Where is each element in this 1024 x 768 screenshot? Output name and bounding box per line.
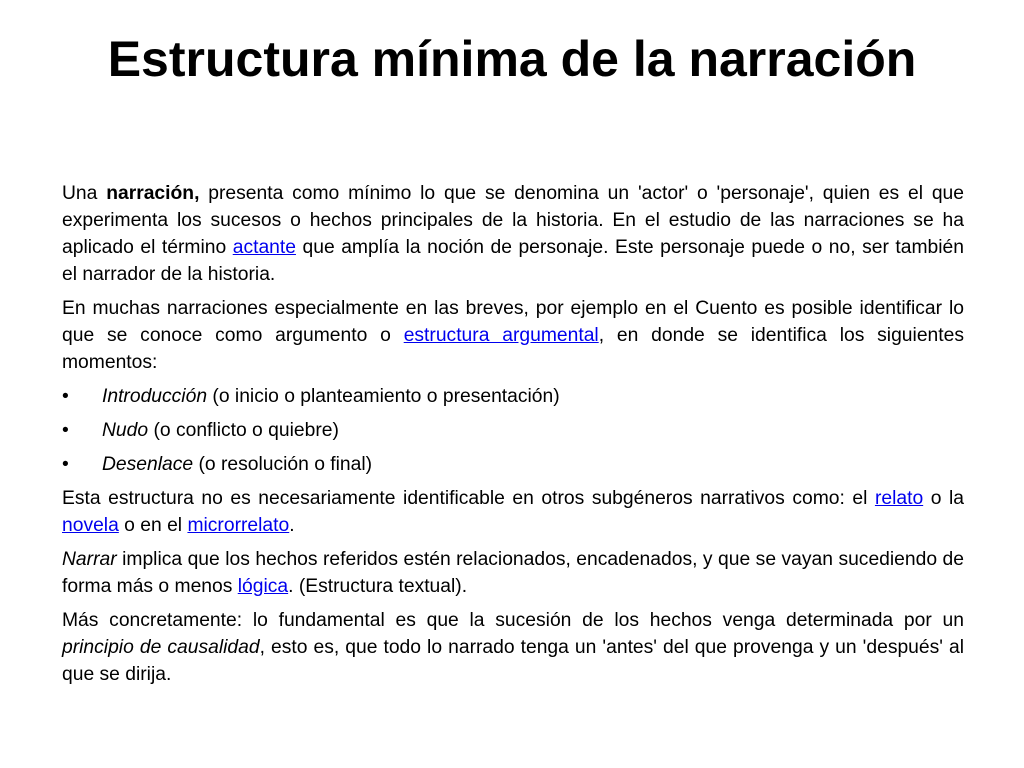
list-item xyxy=(62,451,964,478)
text: , esto es, que todo lo narrado tenga un 'antes' del que provenga y un 'después' al que se dirija. xyxy=(62,637,965,685)
bullet-icon: • xyxy=(62,386,69,407)
text: Esta estructura no es necesariamente identificable en otros subgéneros narrativos como: el xyxy=(62,488,875,509)
bullet-icon: • xyxy=(62,420,69,441)
text: o en el xyxy=(118,515,188,536)
paragraph-subgeneros xyxy=(62,485,964,539)
paragraph-causalidad xyxy=(62,607,964,688)
text: implica que los hechos referidos estén relacionados, encadenados, y que se vayan sucediendo de forma más o menos xyxy=(62,549,964,597)
text: . (Estructura textual). xyxy=(288,576,468,597)
link-novela[interactable]: novela xyxy=(62,515,119,536)
text: Más concretamente: lo fundamental es que la sucesión de los hechos venga determinada por un xyxy=(62,610,964,631)
text: que amplía la noción de personaje. Este personaje puede o no, ser también el narrador de la historia. xyxy=(62,237,964,285)
list-item-text xyxy=(102,451,372,478)
italic-term-causalidad: principio de causalidad xyxy=(62,637,260,658)
bullet-icon: • xyxy=(62,454,69,475)
text: Una xyxy=(62,183,98,204)
list-item xyxy=(62,417,964,444)
text: presenta como mínimo lo que se denomina un 'actor' o 'personaje', quien es el que experimenta los sucesos o hechos principales de la historia. En el estudio de las narraciones se ha aplicado el término xyxy=(62,183,964,258)
page-title: Estructura mínima de la narración xyxy=(107,31,917,87)
text: En muchas narraciones especialmente en las breves, por ejemplo en el Cuento es posible identificar lo que se conoce como argumento o xyxy=(62,298,964,346)
link-microrrelato[interactable]: microrrelato xyxy=(187,515,290,536)
list-item-rest: (o conflicto o quiebre) xyxy=(148,420,339,441)
list-item-term: Nudo xyxy=(102,420,149,441)
slide-body xyxy=(62,180,964,695)
link-relato[interactable]: relato xyxy=(874,488,924,509)
list-item-text xyxy=(102,417,339,444)
link-estructura-argumental[interactable]: estructura argumental xyxy=(403,325,599,346)
link-actante[interactable]: actante xyxy=(232,237,296,258)
link-logica[interactable]: lógica xyxy=(237,576,289,597)
paragraph-narracion xyxy=(62,180,964,288)
list-item xyxy=(62,383,964,410)
text: o la xyxy=(923,488,964,509)
paragraph-narrar xyxy=(62,546,964,600)
list-item-rest: (o inicio o planteamiento o presentación) xyxy=(207,386,560,407)
list-item-text xyxy=(102,383,560,410)
text: , en donde se identifica los siguientes momentos: xyxy=(62,325,964,373)
italic-term-narrar: Narrar xyxy=(62,549,117,570)
list-item-rest: (o resolución o final) xyxy=(193,454,373,475)
list-item-term: Introducción xyxy=(102,386,208,407)
paragraph-argumento xyxy=(62,295,964,376)
list-item-term: Desenlace xyxy=(102,454,194,475)
text: . xyxy=(289,515,295,536)
bold-term-narracion: narración, xyxy=(106,183,200,204)
